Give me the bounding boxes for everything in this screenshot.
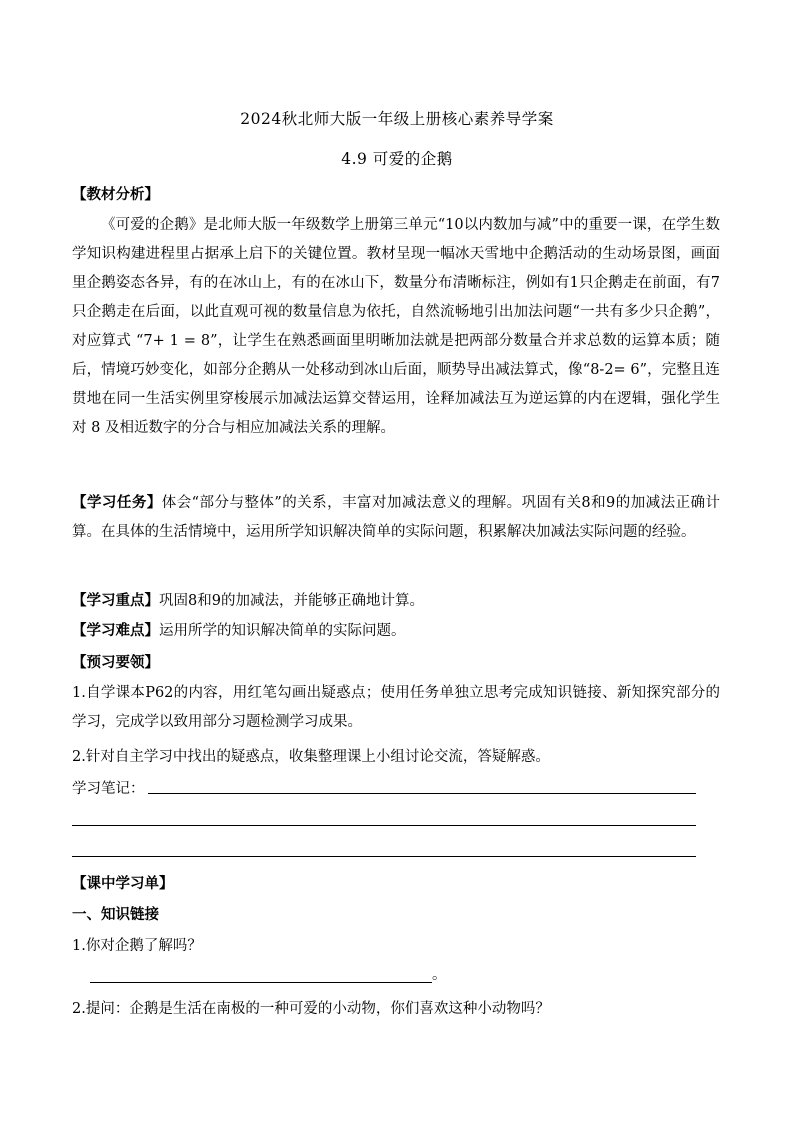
preview-heading-row (72, 649, 720, 678)
difficulty-body: 运用所学的知识解决简单的实际问题。 (159, 623, 406, 639)
focus-body: 巩固8和9的加减法，并能够正确地计算。 (159, 593, 424, 609)
notes-line-3[interactable] (72, 856, 696, 857)
question-2: 2.提问：企鹅是生活在南极的一种可爱的小动物，你们喜欢这种小动物吗？ (72, 1001, 550, 1017)
task-body: 体会“部分与整体”的关系，丰富对加减法意义的理解。巩固有关8和9的加减法正确计算。在具体的生活情境中，运用所学知识解决简单的实际问题，积累解决加减法实际问题的经验。 (72, 495, 721, 540)
analysis-body: 《可爱的企鹅》是北师大版一年级数学上册第三单元“10以内数加与减”中的重要一课，在学生数学知识构建进程里占据承上启下的关键位置。教材呈现一幅冰天雪地中企鹅活动的生动场景图，画面里企鹅姿态各异，有的在冰山上，有的在冰山下，数量分布清晰标注，例如有1只企鹅走在前面，有7只企鹅走在后面，以此直观可视的数量信息为依托，自然流畅地引出加法问题“一共有多少只企鹅”，对应算式 “7+ 1 = 8”，让学生在熟悉画面里明晰加法就是把两部分数量合并求总数的运算本质；随后，情境巧妙变化，如部分企鹅从一处移动到冰山后面，顺势导出减法算式，像“8-2= 6”，完整且连贯地在同一生活实例里穿梭展示加减法运算交替运用，诠释加减法互为逆运算的内在逻辑，强化学生对 8 及相近数字的分合与相应加减法关系的理解。 (72, 217, 720, 436)
section-knowledge-link: 一、知识链接 (72, 907, 159, 923)
notes-line-2[interactable] (72, 825, 696, 826)
question-1: 1.你对企鹅了解吗？ (72, 938, 202, 954)
preview-heading: 【预习要领】 (72, 655, 159, 671)
preview-item-1: 1.自学课本P62的内容，用红笔勾画出疑惑点；使用任务单独立思考完成知识链接、新知探究部分的学习，完成学以致用部分习题检测学习成果。 (72, 685, 720, 730)
notes-line-1[interactable] (148, 793, 696, 794)
focus-heading: 【学习重点】 (72, 593, 159, 609)
analysis-heading: 【教材分析】 (72, 187, 159, 203)
task-heading: 【学习任务】 (72, 495, 162, 511)
lesson-title: 4.9 可爱的企鹅 (341, 150, 453, 168)
preview-item-2: 2.针对自主学习中找出的疑惑点，收集整理课上小组讨论交流，答疑解惑。 (72, 749, 550, 765)
answer-line-1[interactable] (90, 982, 432, 983)
focus-paragraph (72, 587, 720, 616)
in-class-heading: 【课中学习单】 (72, 876, 174, 892)
analysis-heading-row (72, 181, 720, 210)
task-paragraph (72, 489, 720, 547)
answer-line-1-end-mark: 。 (432, 967, 447, 983)
document-title: 2024秋北师大版一年级上册核心素养导学案 (240, 110, 554, 128)
notes-label: 学习笔记： (72, 781, 145, 797)
difficulty-paragraph (72, 617, 720, 646)
section-knowledge-link-row (72, 901, 720, 930)
difficulty-heading: 【学习难点】 (72, 623, 159, 639)
in-class-heading-row (72, 870, 720, 899)
